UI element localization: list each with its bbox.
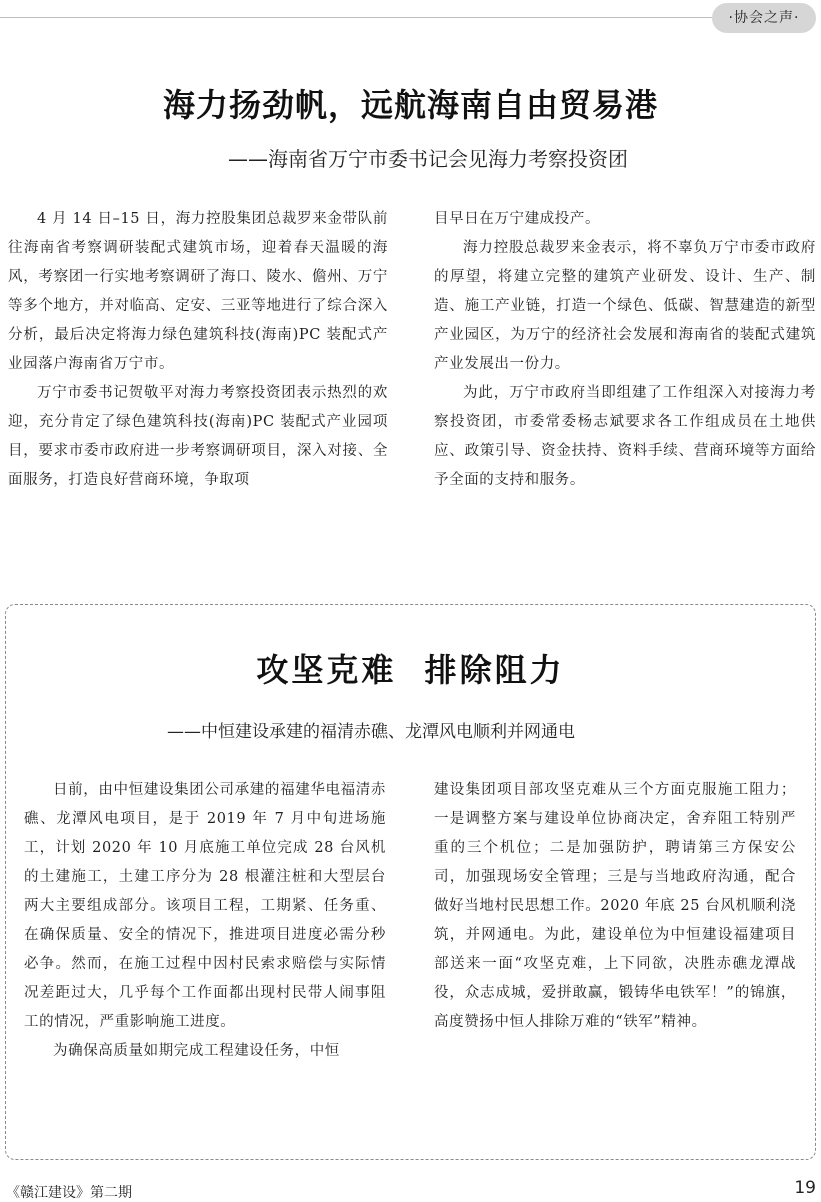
article1-paragraph: 海力控股总裁罗来金表示，将不辜负万宁市委市政府的厚望，将建立完整的建筑产业研发、设计、生产、制造、施工产业链，打造一个绿色、低碳、智慧建造的新型产业园区，为万宁的经济社会发展和海南省的装配式建筑产业发展出一份力。 — [434, 240, 816, 372]
article2-left-column — [24, 776, 386, 1066]
journal-name: 《赣江建设》第二期 — [6, 1185, 132, 1201]
article2-title: 攻坚克难 排除阻力 — [256, 651, 565, 689]
article1-left-column — [8, 205, 388, 495]
column-badge: ·协会之声· — [712, 3, 816, 33]
article1-continuation: 目早日在万宁建成投产。 — [434, 211, 601, 227]
article2-continuation: 建设集团项目部攻坚克难从三个方面克服施工阻力；一是调整方案与建设单位协商决定，舍弃阻工特别严重的三个机位；二是加强防护，聘请第三方保安公司，加强现场安全管理；三是与当地政府沟通，配合做好当地村民思想工作。2020 年底 25 台风机顺利浇筑，并网通电。为此，建设单位为中恒建设福建项目部送来一面“攻坚克难，上下同欲，决胜赤礁龙潭战役，众志成城，爱拼敢赢，锻铸华电铁军！”的锦旗，高度赞扬中恒人排除万难的“铁军”精神。 — [434, 782, 796, 1030]
article1-paragraph: 为此，万宁市政府当即组建了工作组深入对接海力考察投资团，市委常委杨志斌要求各工作组成员在土地供应、政策引导、资金扶持、资料手续、营商环境等方面给予全面的支持和服务。 — [434, 385, 816, 488]
article1-subtitle: ——海南省万宁市委书记会见海力考察投资团 — [228, 147, 628, 171]
article1-paragraph: 万宁市委书记贺敬平对海力考察投资团表示热烈的欢迎，充分肯定了绿色建筑科技(海南)PC 装配式产业园项目，要求市委市政府进一步考察调研项目，深入对接、全面服务，打造良好营商环境，争取项 — [8, 385, 388, 488]
article1-title: 海力扬劲帆，远航海南自由贸易港 — [162, 86, 658, 124]
article1-right-column — [434, 205, 816, 495]
article2-right-column — [434, 776, 796, 1037]
article1-paragraph: 4 月 14 日–15 日，海力控股集团总裁罗来金带队前往海南省考察调研装配式建筑市场，迎着春天温暖的海风，考察团一行实地考察调研了海口、陵水、儋州、万宁等多个地方，并对临高、定安、三亚等地进行了综合深入分析，最后决定将海力绿色建筑科技(海南)PC 装配式产业园落户海南省万宁市。 — [8, 211, 388, 372]
article2-subtitle: ——中恒建设承建的福清赤礁、龙潭风电顺利并网通电 — [167, 722, 575, 742]
article2-paragraph: 日前，由中恒建设集团公司承建的福建华电福清赤礁、龙潭风电项目，是于 2019 年 7 月中旬进场施工，计划 2020 年 10 月底施工单位完成 28 台风机的土建施工，土建工序分为 28 根灌注桩和大型层台两大主要组成部分。该项目工程，工期紧、任务重、在确保质量、安全的情况下，推进项目进度必需分秒必争。然而，在施工过程中因村民索求赔偿与实际情况差距过大，几乎每个工作面都出现村民带人闹事阻工的情况，严重影响施工进度。 — [24, 782, 386, 1030]
header-rule — [0, 17, 712, 18]
article2-paragraph: 为确保高质量如期完成工程建设任务，中恒 — [53, 1043, 340, 1059]
page-number: 19 — [794, 1178, 816, 1198]
